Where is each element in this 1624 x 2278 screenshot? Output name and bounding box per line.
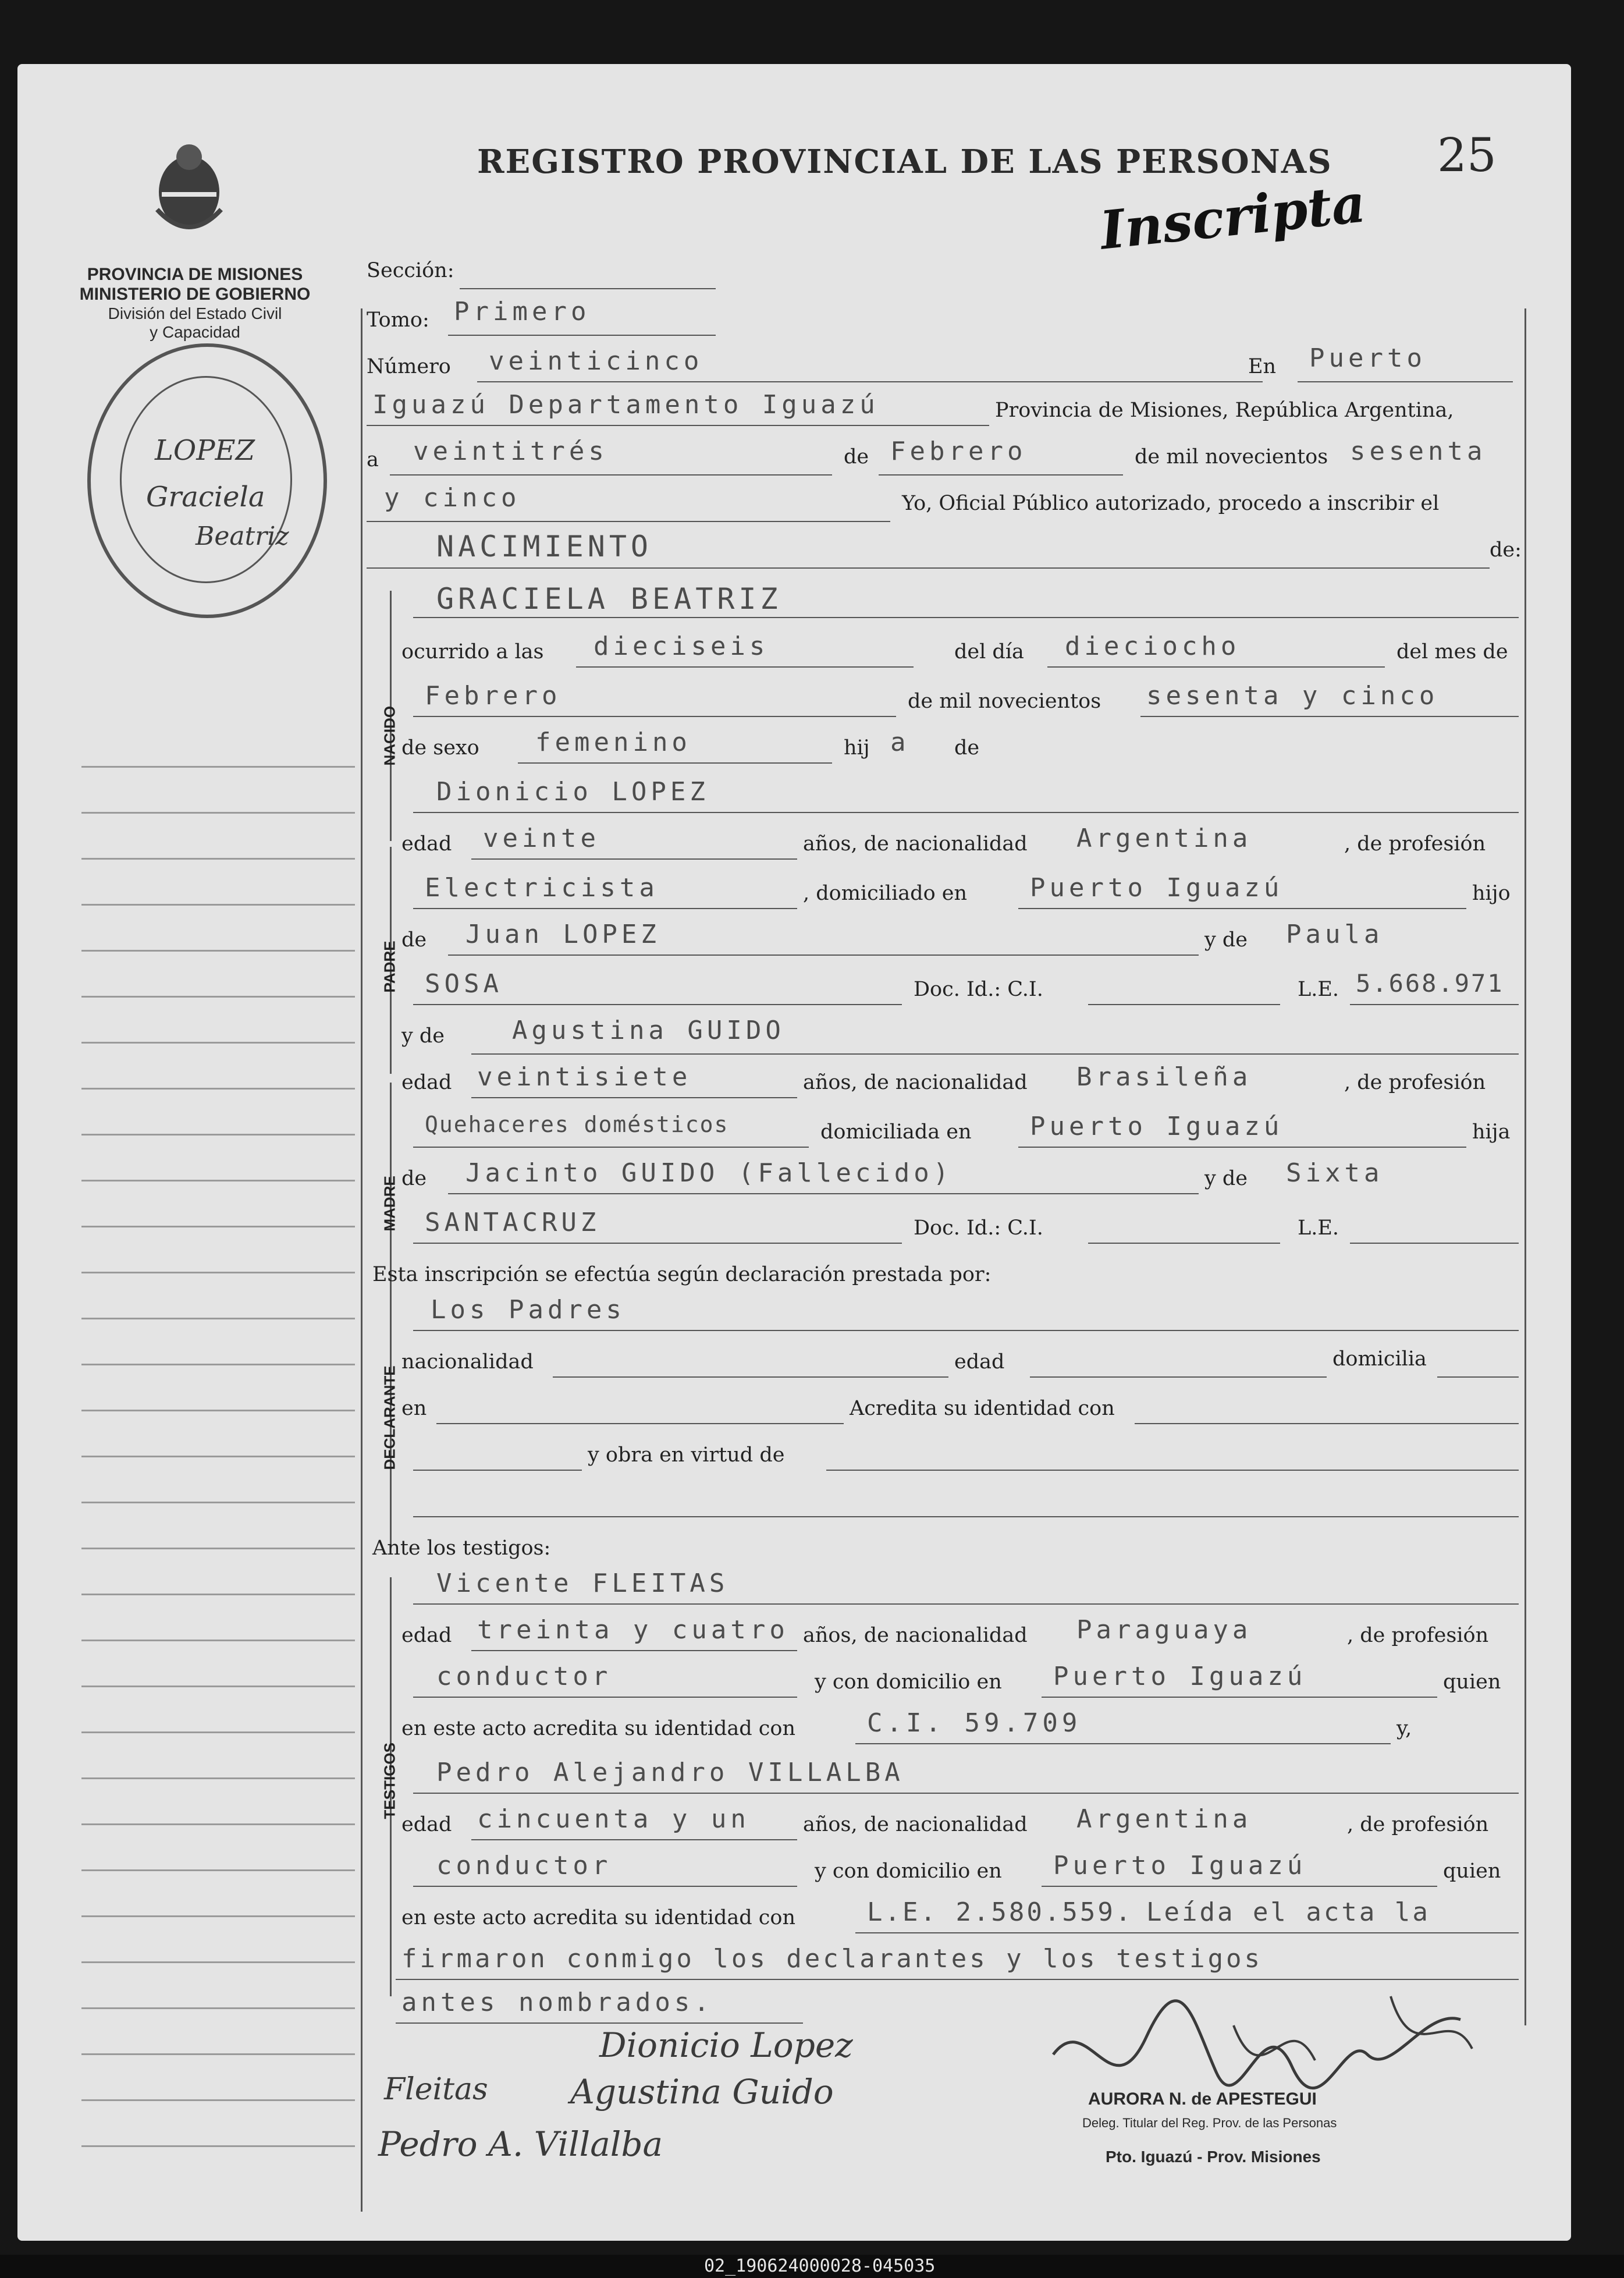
header-division: División del Estado Civil bbox=[108, 304, 282, 322]
padre-madre-de-value: Paula bbox=[1286, 920, 1384, 949]
madre-le-line bbox=[1350, 1243, 1519, 1244]
mes-value: Febrero bbox=[890, 437, 1027, 466]
declarante-acredita-label: Acredita su identidad con bbox=[850, 1397, 1115, 1420]
padre-le-value: 5.668.971 bbox=[1356, 969, 1504, 998]
madre-yde-label: y de bbox=[401, 1024, 445, 1048]
oficial-text: Yo, Oficial Público autorizado, procedo a inscribir el bbox=[902, 492, 1440, 515]
padre-dom-line bbox=[1018, 908, 1466, 909]
dia-line bbox=[1047, 666, 1385, 668]
testigo2-id: L.E. 2.580.559. bbox=[867, 1897, 1133, 1927]
a-line bbox=[390, 474, 832, 476]
a-label: a bbox=[367, 448, 379, 471]
testigo2-nac-label: años, de nacionalidad bbox=[803, 1813, 1028, 1836]
padre-le-line bbox=[1350, 1004, 1519, 1005]
madre-name: Agustina GUIDO bbox=[512, 1016, 785, 1045]
anio-value-2: y cinco bbox=[384, 483, 521, 513]
lugar-value: Iguazú Departamento Iguazú bbox=[372, 390, 879, 420]
closing-2: firmaron conmigo los declarantes y los testigos bbox=[401, 1944, 1263, 1974]
nacido-mes-line bbox=[413, 716, 896, 717]
padre-doc-label: Doc. Id.: C.I. bbox=[914, 978, 1043, 1001]
en-value: Puerto bbox=[1309, 343, 1426, 373]
madre-edad-value: veintisiete bbox=[477, 1062, 692, 1092]
testigo1-y-label: y, bbox=[1396, 1717, 1412, 1740]
a-value: veintitrés bbox=[413, 437, 608, 466]
padre-madre-de-value-2: SOSA bbox=[425, 969, 503, 999]
nacido-name-line bbox=[413, 617, 1519, 618]
provincia-text: Provincia de Misiones, República Argentina, bbox=[995, 399, 1454, 422]
testigo2-dom-label: y con domicilio en bbox=[815, 1860, 1002, 1883]
padre-de-line bbox=[448, 955, 1199, 956]
padre-edad-label: edad bbox=[401, 832, 452, 856]
signature-pedro: Pedro A. Villalba bbox=[378, 2124, 663, 2164]
official-stamp bbox=[87, 343, 327, 618]
signature-fleitas: Fleitas bbox=[384, 2072, 488, 2107]
declarante-virtud-pre-line bbox=[413, 1470, 582, 1471]
nacido-anio-line bbox=[1140, 716, 1519, 717]
declarante-domicilia-label: domicilia bbox=[1332, 1347, 1427, 1371]
numero-label: Número bbox=[367, 355, 451, 378]
hora-line bbox=[576, 666, 914, 668]
footer-label: 02_190624000028-045035 bbox=[704, 2256, 936, 2276]
numero-value: veinticinco bbox=[489, 346, 703, 376]
madre-nac-value: Brasileña bbox=[1076, 1062, 1252, 1092]
declarante-label: DECLARANTE bbox=[381, 1365, 399, 1470]
padre-dom-label: , domiciliado en bbox=[803, 882, 968, 905]
padre-prof-line bbox=[413, 908, 797, 909]
closing-2-line bbox=[396, 1979, 1519, 1980]
testigo1-edad-label: edad bbox=[401, 1624, 452, 1647]
declarante-en-label: en bbox=[401, 1397, 427, 1420]
testigo2-name-line bbox=[413, 1793, 1519, 1794]
testigo2-acredita-label: en este acto acredita su identidad con bbox=[401, 1906, 796, 1929]
madre-madre2-line bbox=[413, 1243, 902, 1244]
nacido-name: GRACIELA BEATRIZ bbox=[436, 582, 782, 616]
right-border-line bbox=[1525, 308, 1526, 2025]
testigo1-name-line bbox=[413, 1603, 1519, 1605]
footer-bar bbox=[0, 2255, 1624, 2278]
padre-de-label: de bbox=[401, 928, 427, 952]
madre-prof-line bbox=[413, 1147, 809, 1148]
official-name: AURORA N. de APESTEGUI bbox=[1088, 2089, 1317, 2109]
nacido-mil-label: de mil novecientos bbox=[908, 690, 1101, 713]
declarante-edad-line bbox=[1030, 1376, 1327, 1378]
madre-prof-value: Quehaceres domésticos bbox=[425, 1112, 729, 1137]
madre-edad-label: edad bbox=[401, 1071, 452, 1094]
de-label: de bbox=[844, 445, 869, 469]
declarante-edad-label: edad bbox=[954, 1350, 1005, 1374]
acto-line bbox=[367, 567, 1490, 569]
signature-agustina: Agustina Guido bbox=[570, 2072, 834, 2112]
padre-doc-line bbox=[1088, 1004, 1280, 1005]
padre-nac-label: años, de nacionalidad bbox=[803, 832, 1028, 856]
closing-3: antes nombrados. bbox=[401, 1988, 713, 2017]
madre-de-label: de bbox=[401, 1167, 427, 1190]
declarante-nac-label: nacionalidad bbox=[401, 1350, 534, 1374]
testigo1-prof-label: , de profesión bbox=[1347, 1624, 1489, 1647]
testigo2-edad-line bbox=[471, 1839, 797, 1840]
tomo-value: Primero bbox=[454, 297, 591, 327]
madre-de-line bbox=[448, 1193, 1199, 1194]
testigo2-edad: cincuenta y un bbox=[477, 1804, 750, 1834]
mes-line bbox=[879, 474, 1123, 476]
testigo2-name: Pedro Alejandro VILLALBA bbox=[436, 1758, 904, 1787]
nacido-anio-value: sesenta y cinco bbox=[1146, 681, 1439, 711]
nacido-label: NACIDO bbox=[381, 705, 399, 766]
closing-1: Leída el acta la bbox=[1146, 1897, 1430, 1927]
official-signature-icon bbox=[1042, 1985, 1484, 2136]
madre-nac-label: años, de nacionalidad bbox=[803, 1071, 1028, 1094]
testigo1-id: C.I. 59.709 bbox=[867, 1708, 1082, 1738]
header-province: PROVINCIA DE MISIONES bbox=[87, 265, 303, 284]
declaracion-intro: Esta inscripción se efectúa según declaración prestada por: bbox=[372, 1263, 992, 1286]
testigo1-nac: Paraguaya bbox=[1076, 1615, 1252, 1645]
de-colon: de: bbox=[1490, 538, 1522, 562]
testigo2-nac: Argentina bbox=[1076, 1804, 1252, 1834]
hij-value: a bbox=[890, 728, 910, 757]
padre-prof-label: , de profesión bbox=[1344, 832, 1486, 856]
acto-value: NACIMIENTO bbox=[436, 530, 653, 563]
madre-yde2-label: y de bbox=[1204, 1167, 1248, 1190]
madre-dom-line bbox=[1018, 1147, 1466, 1148]
padre-de-value: Juan LOPEZ bbox=[465, 920, 660, 949]
dia-value: dieciocho bbox=[1065, 631, 1241, 661]
declarante-extra-line bbox=[413, 1516, 1519, 1517]
document-page bbox=[17, 64, 1571, 2241]
madre-prof-label: , de profesión bbox=[1344, 1071, 1486, 1094]
seccion-label: Sección: bbox=[367, 259, 454, 282]
declarante-acredita-line bbox=[1135, 1423, 1519, 1424]
testigo2-prof-label: , de profesión bbox=[1347, 1813, 1489, 1836]
padre-yde-label: y de bbox=[1204, 928, 1248, 952]
madre-doc-label: Doc. Id.: C.I. bbox=[914, 1216, 1043, 1240]
testigo1-edad-line bbox=[471, 1650, 797, 1651]
sexo-line bbox=[518, 762, 832, 764]
nacido-de-label: de bbox=[954, 736, 980, 760]
closing-3-line bbox=[396, 2022, 803, 2024]
anio2-line bbox=[367, 521, 890, 522]
padre-label: PADRE bbox=[381, 941, 399, 993]
official-place: Pto. Iguazú - Prov. Misiones bbox=[1106, 2148, 1321, 2166]
madre-edad-line bbox=[471, 1097, 797, 1098]
en-line bbox=[1298, 381, 1513, 382]
padre-nac-value: Argentina bbox=[1076, 824, 1252, 853]
testigo2-prof: conductor bbox=[436, 1851, 612, 1880]
anio-value: sesenta bbox=[1350, 437, 1487, 466]
tomo-label: Tomo: bbox=[367, 308, 429, 332]
sexo-value: femenino bbox=[535, 728, 691, 757]
padre-prof-value: Electricista bbox=[425, 873, 659, 903]
stamp-text-2: Graciela bbox=[146, 481, 265, 513]
coat-of-arms-icon bbox=[151, 134, 227, 239]
seccion-line bbox=[460, 288, 716, 289]
padre-name: Dionicio LOPEZ bbox=[436, 777, 709, 807]
testigo1-quien-label: quien bbox=[1443, 1670, 1501, 1694]
declarante-value: Los Padres bbox=[431, 1295, 626, 1325]
signature-dionicio: Dionicio Lopez bbox=[599, 2025, 853, 2065]
madre-doc-line bbox=[1088, 1243, 1280, 1244]
stamp-text-3: Beatriz bbox=[196, 521, 289, 551]
declarante-en-line bbox=[436, 1423, 844, 1424]
header-ministry: MINISTERIO DE GOBIERNO bbox=[79, 285, 311, 304]
declarante-domicilia-line bbox=[1437, 1376, 1519, 1378]
testigo2-id-line bbox=[855, 1932, 1519, 1933]
declarante-value-line bbox=[413, 1330, 1519, 1331]
sexo-label: de sexo bbox=[401, 736, 479, 760]
padre-madre2-line bbox=[413, 1004, 902, 1005]
declarante-nac-line bbox=[553, 1376, 948, 1378]
padre-name-line bbox=[413, 812, 1519, 813]
testigo1-dom-label: y con domicilio en bbox=[815, 1670, 1002, 1694]
margin-line bbox=[361, 308, 363, 2212]
declarante-virtud-label: y obra en virtud de bbox=[588, 1443, 785, 1467]
madre-name-line bbox=[471, 1053, 1519, 1055]
testigo1-dom-line bbox=[1042, 1697, 1437, 1698]
testigo1-prof-line bbox=[413, 1697, 797, 1698]
madre-dom-label: domiciliada en bbox=[820, 1120, 972, 1144]
testigo1-dom: Puerto Iguazú bbox=[1053, 1662, 1307, 1691]
padre-edad-value: veinte bbox=[483, 824, 600, 853]
stamp-text-1: LOPEZ bbox=[155, 434, 255, 467]
madre-madre-de-value: Sixta bbox=[1286, 1158, 1384, 1188]
testigo2-dom: Puerto Iguazú bbox=[1053, 1851, 1307, 1880]
header-left bbox=[64, 265, 326, 342]
hora-value: dieciseis bbox=[594, 631, 769, 661]
testigo1-nac-label: años, de nacionalidad bbox=[803, 1624, 1028, 1647]
madre-hija-label: hija bbox=[1472, 1120, 1511, 1144]
testigo2-prof-line bbox=[413, 1886, 797, 1887]
en-label: En bbox=[1248, 355, 1277, 378]
testigo2-quien-label: quien bbox=[1443, 1860, 1501, 1883]
tomo-line bbox=[448, 335, 716, 336]
declarante-virtud-line bbox=[826, 1470, 1519, 1471]
mil-label: de mil novecientos bbox=[1135, 445, 1328, 469]
ruled-margin bbox=[81, 722, 355, 2165]
lugar-line bbox=[367, 425, 989, 426]
numero-line bbox=[477, 381, 1263, 382]
padre-hijo-label: hijo bbox=[1472, 882, 1511, 905]
header-capacity: y Capacidad bbox=[150, 323, 240, 341]
page-number: 25 bbox=[1437, 128, 1497, 182]
madre-madre-de-value-2: SANTACRUZ bbox=[425, 1208, 600, 1237]
testigos-intro: Ante los testigos: bbox=[372, 1537, 551, 1560]
padre-dom-value: Puerto Iguazú bbox=[1030, 873, 1284, 903]
ocurrido-label: ocurrido a las bbox=[401, 640, 544, 663]
inscripta-annotation: Inscripta bbox=[1097, 172, 1369, 262]
madre-de-value: Jacinto GUIDO (Fallecido) bbox=[465, 1158, 953, 1188]
madre-dom-value: Puerto Iguazú bbox=[1030, 1112, 1284, 1141]
testigo2-dom-line bbox=[1042, 1886, 1437, 1887]
nacido-mes-value: Febrero bbox=[425, 681, 562, 711]
del-dia-label: del día bbox=[954, 640, 1024, 663]
official-role: Deleg. Titular del Reg. Prov. de las Personas bbox=[1082, 2116, 1337, 2130]
testigo2-edad-label: edad bbox=[401, 1813, 452, 1836]
padre-le-label: L.E. bbox=[1298, 978, 1339, 1001]
hij-label: hij bbox=[844, 736, 870, 760]
testigos-label: TESTIGOS bbox=[381, 1743, 399, 1819]
testigo1-acredita-label: en este acto acredita su identidad con bbox=[401, 1717, 796, 1740]
testigo1-id-line bbox=[855, 1743, 1391, 1744]
madre-label: MADRE bbox=[381, 1176, 399, 1232]
testigo1-edad: treinta y cuatro bbox=[477, 1615, 789, 1645]
padre-edad-line bbox=[471, 858, 797, 860]
madre-le-label: L.E. bbox=[1298, 1216, 1339, 1240]
del-mes-label: del mes de bbox=[1396, 640, 1508, 663]
page-title: REGISTRO PROVINCIAL DE LAS PERSONAS bbox=[477, 143, 1332, 181]
testigo1-name: Vicente FLEITAS bbox=[436, 1569, 729, 1598]
testigo1-prof: conductor bbox=[436, 1662, 612, 1691]
